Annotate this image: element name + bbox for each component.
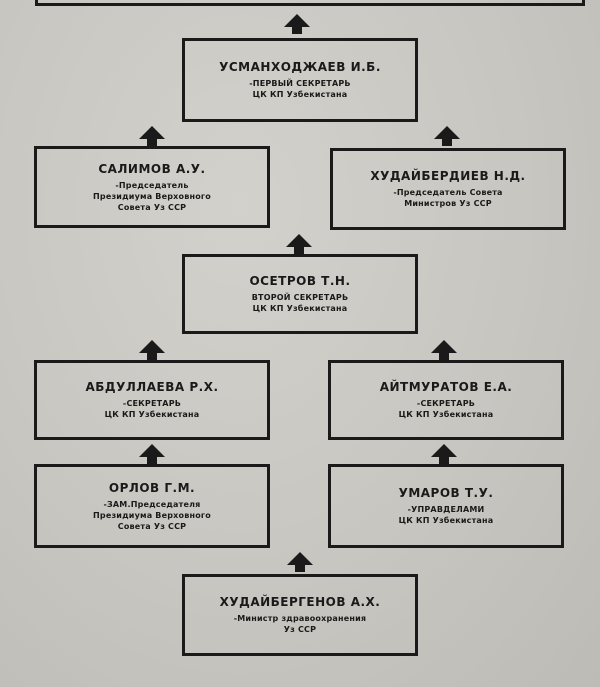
person-name: ХУДАЙБЕРДИЕВ Н.Д. [370,169,526,183]
position-line: ЦК КП Узбекистана [398,516,494,525]
person-name: ХУДАЙБЕРГЕНОВ А.Х. [219,595,381,609]
position-line: Совета Уз ССР [117,521,187,531]
position-line: ЦК КП Узбекистана [252,90,348,99]
box-aitmuratov [328,360,564,440]
position-line: Министров Уз ССР [404,199,492,208]
position-line: ЦК КП Узбекистана [398,410,494,419]
position-line: ВТОРОЙ СЕКРЕТАРЬ [251,293,349,302]
position-line: -УПРАВДЕЛАМИ [407,505,485,514]
position-line: -Председатель Совета [393,188,503,197]
position-line: -Председатель [115,180,189,190]
top-box-edge [35,0,585,6]
position-line: Президиума Верховного [93,191,211,201]
position-line: Уз ССР [283,625,317,634]
box-umarov [328,464,564,548]
person-name: ОСЕТРОВ Т.Н. [249,274,351,288]
position-line: ЦК КП Узбекистана [104,410,200,419]
position-line: -ЗАМ.Председателя [103,499,201,509]
position-line: Совета Уз ССР [117,202,187,212]
box-khudaibergenov [182,574,418,656]
person-name: САЛИМОВ А.У. [98,161,206,176]
person-name: АЙТМУРАТОВ Е.А. [379,380,513,394]
position-line: -ПЕРВЫЙ СЕКРЕТАРЬ [249,79,351,88]
position-line: Президиума Верховного [93,510,211,520]
person-name: УМАРОВ Т.У. [398,486,494,500]
position-line: ЦК КП Узбекистана [252,304,348,313]
box-khudaiberdiev [330,148,566,230]
box-salimov [34,146,270,228]
position-line: -СЕКРЕТАРЬ [122,399,182,408]
position-line: -Министр здравоохранения [233,614,367,623]
person-name: УСМАНХОДЖАЕВ И.Б. [219,60,381,74]
box-orlov [34,464,270,548]
box-osetrov [182,254,418,334]
person-name: ОРЛОВ Г.М. [108,480,196,495]
position-line: -СЕКРЕТАРЬ [416,399,476,408]
person-name: АБДУЛЛАЕВА Р.Х. [85,380,219,394]
box-abdullaeva [34,360,270,440]
box-usmankhodzhaev [182,38,418,122]
